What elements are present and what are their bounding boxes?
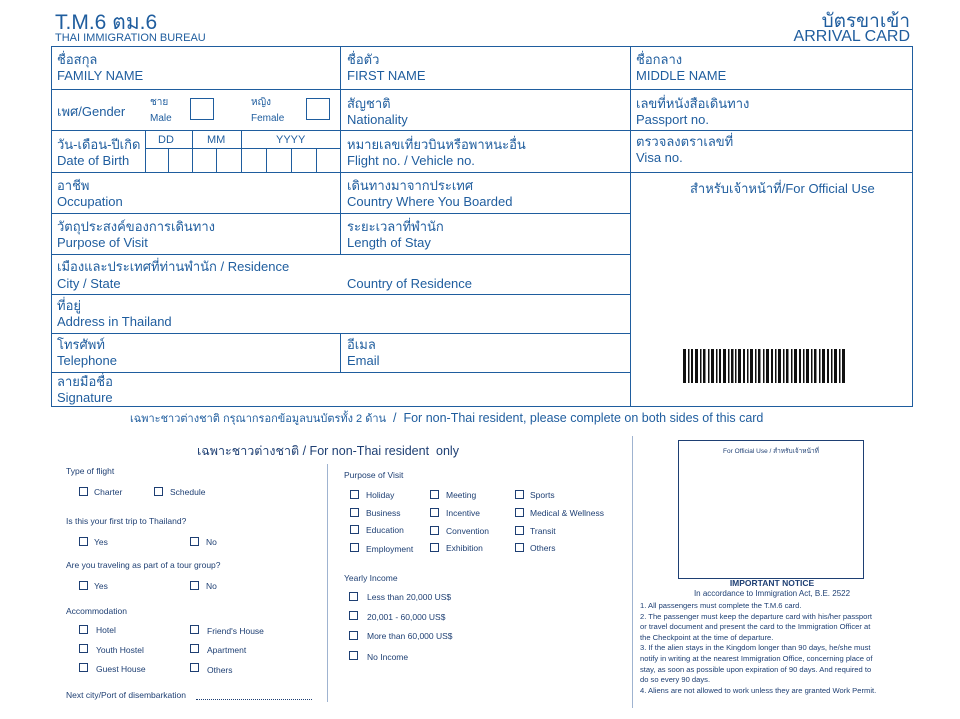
flight-number-field[interactable]: หมายเลขเที่ยวบินหรือพาหนะอื่น Flight no. / Vehicle no.: [347, 137, 526, 168]
male-label: ชาย Male: [150, 97, 172, 124]
medical-wellness-label: Medical & Wellness: [530, 508, 605, 518]
instruction-slash: /: [393, 411, 397, 425]
dob-year-header: YYYY: [276, 134, 306, 146]
country-of-residence-field[interactable]: Country of Residence: [347, 276, 473, 291]
notice-item: stay, as soon as possible upon expiration of 90 days. And required to: [640, 664, 872, 674]
country-boarded-field[interactable]: เดินทางมาจากประเทศ Country Where You Boarded: [347, 178, 513, 209]
accommodation-label: Accommodation: [66, 606, 127, 616]
charter-label: Charter: [94, 487, 123, 497]
instruction-thai: เฉพาะชาวต่างชาติ กรุณากรอกข้อมูลบนบัตรทั้ง 2 ด้าน: [130, 413, 387, 425]
next-city-label: Next city/Port of disembarkation: [66, 690, 186, 700]
income-over-60k-checkbox[interactable]: [349, 631, 358, 640]
next-city-input[interactable]: [196, 699, 312, 700]
employment-label: Employment: [366, 544, 414, 554]
guest-house-label: Guest House: [96, 664, 146, 674]
convention-checkbox[interactable]: [430, 526, 439, 535]
occupation-field[interactable]: อาชีพ Occupation: [57, 178, 123, 209]
first-trip-no-label: No: [206, 537, 217, 547]
city-state-field[interactable]: City / State: [57, 276, 121, 291]
male-checkbox[interactable]: [190, 98, 214, 120]
official-use-label: สำหรับเจ้าหน้าที่/For Official Use: [690, 181, 875, 196]
visa-number-field[interactable]: ตรวจลงตราเลขที่ Visa no.: [636, 134, 734, 165]
notice-item: 4. Aliens are not allowed to work unless they are granted Work Permit.: [640, 685, 877, 695]
tour-yes-checkbox[interactable]: [79, 581, 88, 590]
hotel-checkbox[interactable]: [79, 625, 88, 634]
instruction-line: [130, 409, 763, 427]
income-under-20k-checkbox[interactable]: [349, 592, 358, 601]
meeting-label: Meeting: [446, 490, 477, 500]
hotel-label: Hotel: [96, 625, 116, 635]
dob-day-header: DD: [158, 134, 174, 146]
employment-checkbox[interactable]: [350, 543, 359, 552]
notice-item: 3. If the alien stays in the Kingdom longer than 90 days, he/she must: [640, 643, 871, 653]
bureau-name: THAI IMMIGRATION BUREAU: [55, 32, 206, 44]
purpose-others-label: Others: [530, 543, 556, 553]
exhibition-label: Exhibition: [446, 543, 483, 553]
notice-item: the Checkpoint at the time of departure.: [640, 632, 774, 642]
back-purpose-label: Purpose of Visit: [344, 470, 404, 480]
telephone-field[interactable]: โทรศัพท์ Telephone: [57, 337, 117, 368]
convention-label: Convention: [446, 526, 490, 536]
first-trip-label: Is this your first trip to Thailand?: [66, 516, 187, 526]
form-code: T.M.6 ตม.6: [55, 11, 158, 34]
youth-hostel-checkbox[interactable]: [79, 644, 88, 653]
medical-wellness-checkbox[interactable]: [515, 508, 524, 517]
incentive-checkbox[interactable]: [430, 508, 439, 517]
dob-digit-inputs[interactable]: [146, 149, 340, 172]
signature-field[interactable]: ลายมือชื่อ Signature: [57, 374, 113, 405]
card-title-english: ARRIVAL CARD: [793, 28, 910, 45]
holiday-label: Holiday: [366, 490, 395, 500]
charter-checkbox[interactable]: [79, 487, 88, 496]
card-title-thai: บัตรขาเข้า: [821, 11, 910, 32]
notice-title: IMPORTANT NOTICE: [729, 578, 815, 588]
notice-item: notify in writing at the nearest Immigration Office, concerning place of: [640, 653, 873, 663]
income-20k-60k-label: 20,001 - 60,000 US$: [367, 612, 446, 622]
dob-label: วัน-เดือน-ปีเกิด Date of Birth: [57, 137, 141, 168]
sports-label: Sports: [530, 490, 555, 500]
female-checkbox[interactable]: [306, 98, 330, 120]
residence-label: เมืองและประเทศที่ท่านพำนัก / Residence: [57, 259, 290, 274]
tour-no-label: No: [206, 581, 217, 591]
back-title: เฉพาะชาวต่างชาติ / For non-Thai resident only: [197, 444, 459, 458]
female-label: หญิง Female: [251, 97, 285, 124]
accommodation-others-label: Others: [207, 665, 233, 675]
friends-house-checkbox[interactable]: [190, 625, 199, 634]
income-under-20k-label: Less than 20,000 US$: [367, 592, 452, 602]
no-income-checkbox[interactable]: [349, 651, 358, 660]
first-trip-no-checkbox[interactable]: [190, 537, 199, 546]
passport-field[interactable]: เลขที่หนังสือเดินทาง Passport no.: [636, 96, 750, 127]
education-label: Education: [366, 525, 404, 535]
notice-subtitle: In accordance to Immigration Act, B.E. 2522: [693, 589, 851, 598]
business-checkbox[interactable]: [350, 508, 359, 517]
yearly-income-label: Yearly Income: [344, 573, 398, 583]
incentive-label: Incentive: [446, 508, 481, 518]
tour-yes-label: Yes: [94, 581, 108, 591]
accommodation-others-checkbox[interactable]: [190, 663, 199, 672]
apartment-label: Apartment: [207, 645, 247, 655]
holiday-checkbox[interactable]: [350, 490, 359, 499]
family-name-field[interactable]: ชื่อสกุล FAMILY NAME: [57, 52, 144, 83]
no-income-label: No Income: [367, 652, 409, 662]
friends-house-label: Friend's House: [207, 626, 264, 636]
dob-month-header: MM: [207, 134, 226, 146]
gender-label: เพศ/Gender: [57, 104, 126, 119]
purpose-of-visit-field[interactable]: วัตถุประสงค์ของการเดินทาง Purpose of Visit: [57, 219, 215, 250]
notice-item: or travel document and present the card to the Immigration Officer at: [640, 622, 871, 632]
guest-house-checkbox[interactable]: [79, 663, 88, 672]
first-trip-yes-label: Yes: [94, 537, 108, 547]
nationality-field[interactable]: สัญชาติ Nationality: [347, 96, 408, 127]
notice-item: 1. All passengers must complete the T.M.6 card.: [640, 601, 802, 610]
exhibition-checkbox[interactable]: [430, 543, 439, 552]
email-field[interactable]: อีเมล Email: [347, 337, 380, 368]
meeting-checkbox[interactable]: [430, 490, 439, 499]
transit-checkbox[interactable]: [515, 526, 524, 535]
tour-no-checkbox[interactable]: [190, 581, 199, 590]
instruction-english: For non-Thai resident, please complete on both sides of this card: [403, 411, 764, 425]
length-of-stay-field[interactable]: ระยะเวลาที่พำนัก Length of Stay: [347, 219, 444, 250]
youth-hostel-label: Youth Hostel: [96, 645, 144, 655]
back-official-use-label: For Official Use / สำหรับเจ้าหน้าที่: [723, 448, 819, 455]
address-field[interactable]: ที่อยู่ Address in Thailand: [57, 298, 172, 329]
barcode: [683, 349, 847, 383]
schedule-label: Schedule: [170, 487, 206, 497]
education-checkbox[interactable]: [350, 525, 359, 534]
income-20k-60k-checkbox[interactable]: [349, 611, 358, 620]
flight-type-label: Type of flight: [66, 466, 115, 476]
income-over-60k-label: More than 60,000 US$: [367, 631, 453, 641]
purpose-others-checkbox[interactable]: [515, 543, 524, 552]
middle-name-field[interactable]: ชื่อกลาง MIDDLE NAME: [636, 52, 727, 83]
first-name-field[interactable]: ชื่อตัว FIRST NAME: [347, 52, 426, 83]
sports-checkbox[interactable]: [515, 490, 524, 499]
notice-list: [640, 601, 876, 696]
schedule-checkbox[interactable]: [154, 487, 163, 496]
transit-label: Transit: [530, 526, 556, 536]
tour-group-label: Are you traveling as part of a tour group?: [66, 560, 221, 570]
apartment-checkbox[interactable]: [190, 644, 199, 653]
notice-item: 2. The passenger must keep the departure card with his/her passport: [640, 611, 873, 621]
notice-item: do so every 90 days.: [640, 675, 711, 685]
back-official-use-box: [678, 440, 864, 579]
business-label: Business: [366, 508, 401, 518]
first-trip-yes-checkbox[interactable]: [79, 537, 88, 546]
